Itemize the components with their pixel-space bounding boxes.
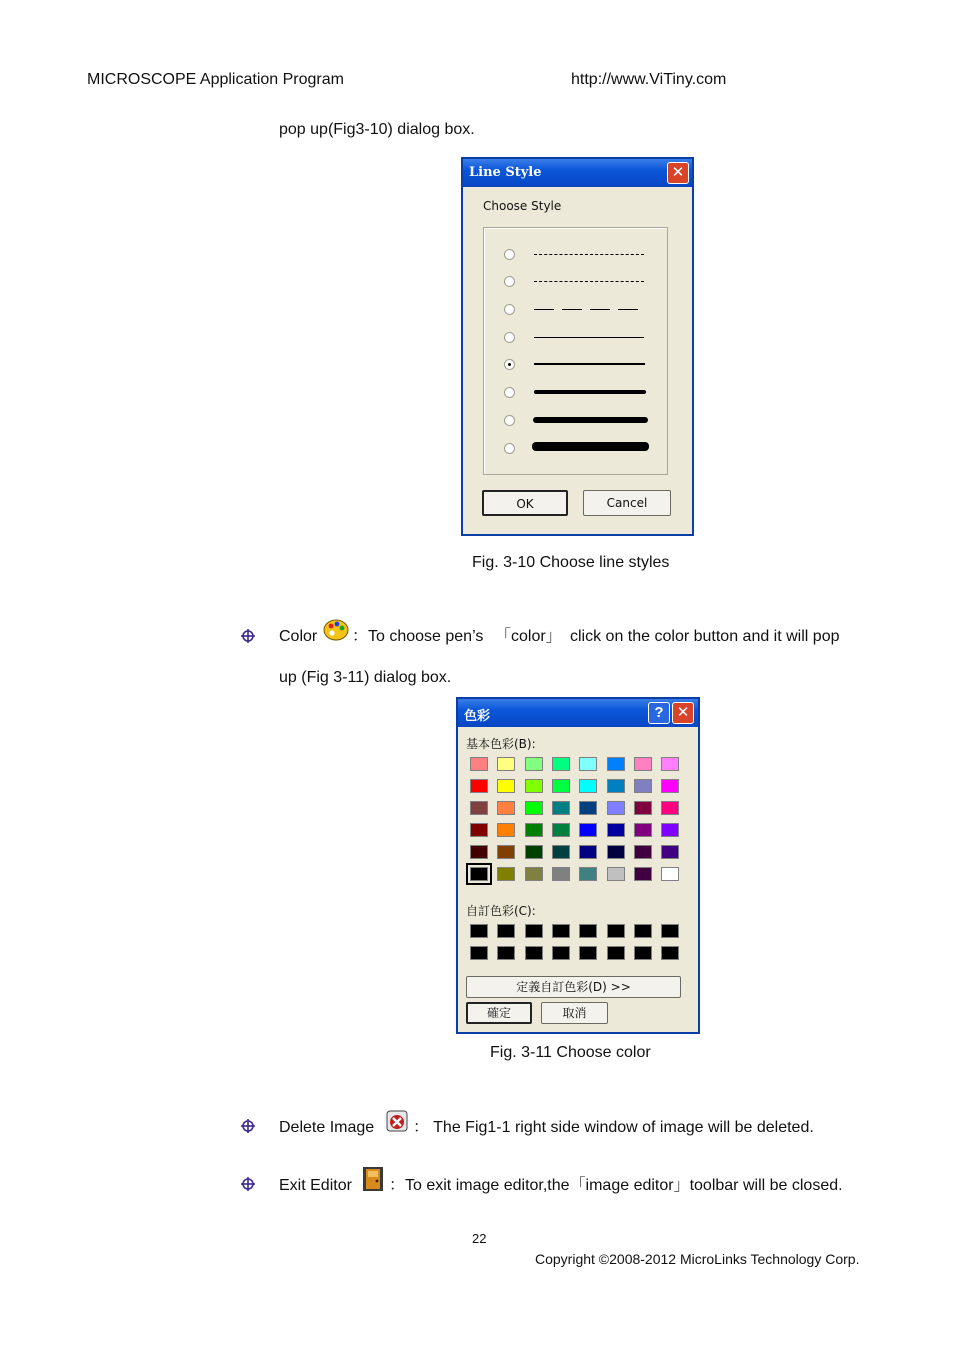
line-style-title: Line Style bbox=[469, 165, 542, 180]
basic-color-swatch[interactable] bbox=[470, 801, 488, 815]
style-line-thickest bbox=[532, 442, 649, 451]
custom-color-swatch[interactable] bbox=[607, 946, 625, 960]
custom-color-swatch[interactable] bbox=[525, 924, 543, 938]
help-icon[interactable]: ? bbox=[648, 702, 670, 724]
custom-color-swatch[interactable] bbox=[552, 924, 570, 938]
fig-3-11-caption: Fig. 3-11 Choose color bbox=[490, 1044, 651, 1061]
basic-color-swatch[interactable] bbox=[470, 845, 488, 859]
style-radio-dashdot[interactable] bbox=[504, 276, 515, 287]
style-line-medium bbox=[534, 363, 645, 365]
custom-color-swatch[interactable] bbox=[579, 924, 597, 938]
style-radio-dotted[interactable] bbox=[504, 249, 515, 260]
style-line-dashed bbox=[534, 309, 644, 310]
basic-color-swatch[interactable] bbox=[552, 757, 570, 771]
basic-color-swatch[interactable] bbox=[634, 823, 652, 837]
fig-3-10-caption: Fig. 3-10 Choose line styles bbox=[472, 554, 670, 571]
style-line-dashdot bbox=[534, 281, 644, 282]
basic-color-swatch[interactable] bbox=[497, 823, 515, 837]
custom-color-swatch[interactable] bbox=[661, 924, 679, 938]
custom-color-swatch[interactable] bbox=[497, 946, 515, 960]
basic-color-swatch[interactable] bbox=[607, 845, 625, 859]
basic-color-swatch[interactable] bbox=[661, 823, 679, 837]
basic-color-swatch[interactable] bbox=[579, 801, 597, 815]
custom-color-swatch[interactable] bbox=[607, 924, 625, 938]
color-dialog bbox=[456, 697, 700, 1034]
close-icon[interactable]: ✕ bbox=[672, 702, 694, 724]
color-titlebar[interactable] bbox=[458, 699, 698, 727]
style-radio-dashed[interactable] bbox=[504, 304, 515, 315]
color-dialog-title: 色彩 bbox=[464, 709, 491, 724]
basic-color-swatch[interactable] bbox=[607, 779, 625, 793]
style-line-thick bbox=[534, 390, 646, 394]
basic-color-swatch[interactable] bbox=[634, 867, 652, 881]
copyright: Copyright ©2008-2012 MicroLinks Technology Corp. bbox=[535, 1251, 860, 1267]
basic-color-swatch[interactable] bbox=[525, 823, 543, 837]
delete-image-label: Delete Image bbox=[279, 1119, 375, 1136]
color-desc-b: click on the color button and it will pop bbox=[570, 628, 840, 645]
define-custom-colors-button[interactable]: 定義自訂色彩(D) >> bbox=[466, 976, 681, 998]
intro-text: pop up(Fig3-10) dialog box. bbox=[279, 121, 475, 138]
basic-color-swatch[interactable] bbox=[634, 845, 652, 859]
custom-color-swatch[interactable] bbox=[470, 946, 488, 960]
cancel-button[interactable]: Cancel bbox=[583, 490, 671, 516]
basic-color-swatch[interactable] bbox=[525, 801, 543, 815]
header-title: MICROSCOPE Application Program bbox=[87, 71, 344, 88]
basic-color-swatch[interactable] bbox=[552, 779, 570, 793]
basic-color-swatch[interactable] bbox=[470, 757, 488, 771]
basic-color-swatch[interactable] bbox=[525, 779, 543, 793]
crosshair-bullet-icon bbox=[240, 1176, 256, 1192]
ok-button[interactable]: OK bbox=[482, 490, 568, 516]
basic-color-swatch[interactable] bbox=[579, 757, 597, 771]
color-label: Color bbox=[279, 628, 318, 645]
basic-color-swatch[interactable] bbox=[470, 823, 488, 837]
basic-color-swatch[interactable] bbox=[607, 801, 625, 815]
crosshair-bullet-icon bbox=[240, 628, 256, 644]
color-desc-line2: up (Fig 3-11) dialog box. bbox=[279, 669, 452, 686]
color-desc-quote: 「color」 bbox=[495, 628, 562, 645]
color-desc-a: ：To choose pen’s bbox=[352, 628, 484, 645]
basic-color-swatch[interactable] bbox=[579, 823, 597, 837]
basic-color-swatch[interactable] bbox=[661, 867, 679, 881]
style-radio-medium[interactable] bbox=[504, 359, 515, 370]
ok-button[interactable]: 確定 bbox=[466, 1002, 532, 1024]
style-radio-thick[interactable] bbox=[504, 387, 515, 398]
basic-color-swatch[interactable] bbox=[497, 801, 515, 815]
choose-style-label: Choose Style bbox=[483, 199, 562, 213]
basic-color-swatch[interactable] bbox=[497, 845, 515, 859]
page-number: 22 bbox=[472, 1231, 487, 1246]
custom-color-swatch[interactable] bbox=[525, 946, 543, 960]
palette-icon[interactable] bbox=[323, 618, 349, 642]
exit-editor-desc: ：To exit image editor,the「image editor」toolbar will be closed. bbox=[389, 1177, 843, 1194]
close-icon[interactable]: ✕ bbox=[667, 162, 689, 184]
basic-colors-label: 基本色彩(B): bbox=[466, 737, 536, 751]
basic-color-swatch[interactable] bbox=[579, 867, 597, 881]
basic-color-swatch[interactable] bbox=[661, 845, 679, 859]
basic-color-swatch[interactable] bbox=[497, 757, 515, 771]
style-radio-thicker[interactable] bbox=[504, 415, 515, 426]
style-radio-thickest[interactable] bbox=[504, 443, 515, 454]
basic-color-swatch[interactable] bbox=[497, 867, 515, 881]
style-line-dotted bbox=[534, 254, 644, 255]
custom-colors-label: 自訂色彩(C): bbox=[466, 904, 536, 918]
line-style-titlebar[interactable] bbox=[463, 159, 692, 187]
cancel-button[interactable]: 取消 bbox=[541, 1002, 608, 1024]
basic-color-swatch[interactable] bbox=[634, 757, 652, 771]
custom-color-swatch[interactable] bbox=[661, 946, 679, 960]
basic-color-swatch[interactable] bbox=[525, 757, 543, 771]
basic-color-swatch[interactable] bbox=[525, 867, 543, 881]
basic-color-swatch[interactable] bbox=[552, 823, 570, 837]
basic-color-swatch[interactable] bbox=[497, 779, 515, 793]
custom-color-swatch[interactable] bbox=[634, 946, 652, 960]
basic-color-swatch[interactable] bbox=[661, 757, 679, 771]
basic-color-swatch[interactable] bbox=[607, 867, 625, 881]
basic-color-swatch[interactable] bbox=[552, 845, 570, 859]
style-line-thin bbox=[534, 337, 644, 338]
custom-color-swatch[interactable] bbox=[579, 946, 597, 960]
basic-color-swatch[interactable] bbox=[634, 801, 652, 815]
style-line-thicker bbox=[533, 417, 648, 423]
style-radio-thin[interactable] bbox=[504, 332, 515, 343]
basic-color-swatch[interactable] bbox=[470, 779, 488, 793]
custom-color-swatch[interactable] bbox=[470, 924, 488, 938]
basic-color-swatch[interactable] bbox=[607, 823, 625, 837]
basic-color-swatch[interactable] bbox=[525, 845, 543, 859]
custom-color-swatch[interactable] bbox=[552, 946, 570, 960]
delete-image-desc: ： The Fig1-1 right side window of image will be deleted. bbox=[413, 1119, 814, 1136]
basic-color-swatch[interactable] bbox=[470, 867, 488, 881]
basic-color-swatch[interactable] bbox=[607, 757, 625, 771]
basic-color-swatch[interactable] bbox=[552, 801, 570, 815]
basic-color-swatch[interactable] bbox=[579, 845, 597, 859]
custom-color-swatch[interactable] bbox=[497, 924, 515, 938]
exit-editor-label: Exit Editor bbox=[279, 1177, 352, 1194]
basic-color-swatch[interactable] bbox=[661, 801, 679, 815]
delete-image-icon[interactable] bbox=[384, 1108, 410, 1134]
basic-color-swatch[interactable] bbox=[634, 779, 652, 793]
line-style-dialog bbox=[461, 157, 694, 536]
basic-color-swatch[interactable] bbox=[552, 867, 570, 881]
crosshair-bullet-icon bbox=[240, 1118, 256, 1134]
custom-color-swatch[interactable] bbox=[634, 924, 652, 938]
basic-color-swatch[interactable] bbox=[661, 779, 679, 793]
exit-door-icon[interactable] bbox=[360, 1166, 386, 1192]
header-url[interactable]: http://www.ViTiny.com bbox=[571, 71, 727, 88]
basic-color-swatch[interactable] bbox=[579, 779, 597, 793]
style-group bbox=[483, 227, 668, 475]
